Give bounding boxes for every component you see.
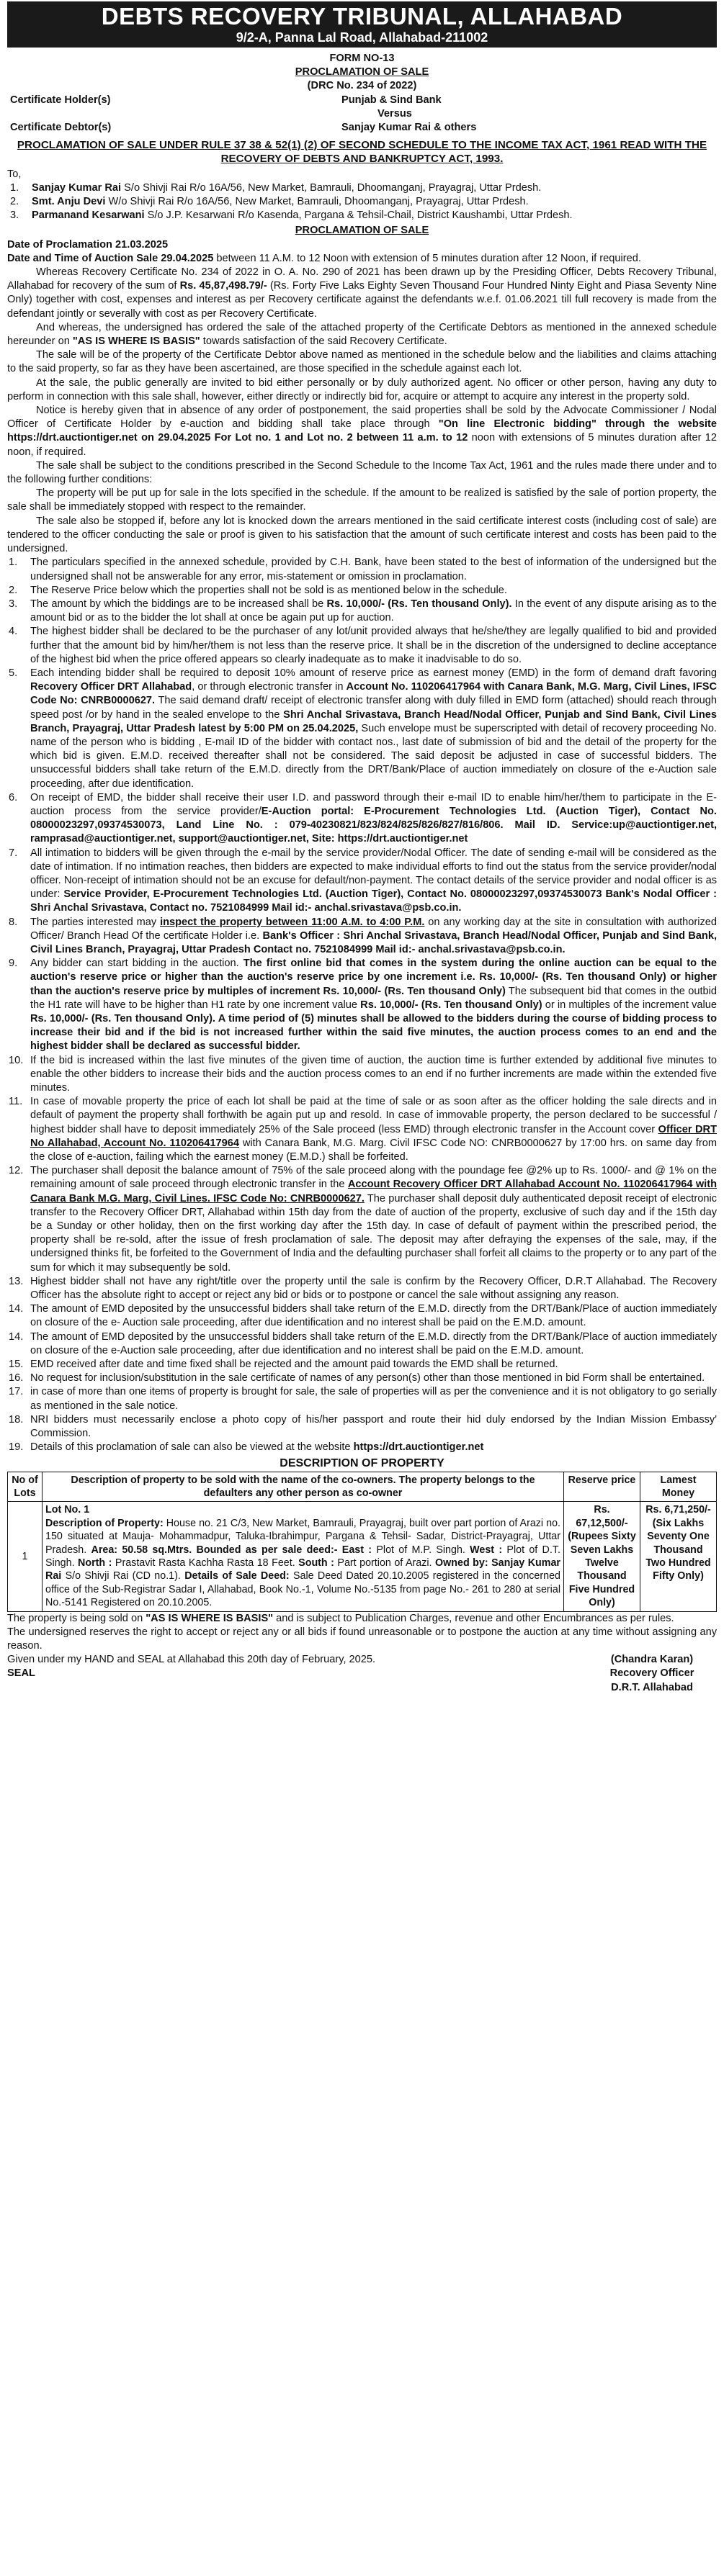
- emd-cell: Rs. 6,71,250/- (Six Lakhs Seventy One Thousand Two Hundred Fifty Only): [640, 1502, 717, 1611]
- condition-item: 4. The highest bidder shall be declared to be the purchaser of any lot/unit provided always that he/she/they are legally qualified to bid and provided further that the amount bid by him/her/them is not less than the reserve price. It shall be in the discretion of the undersigned to decline acceptance of the highest bid when the price offered appears so clearly inadequate as to make it inadvisable to do so.: [9, 626, 717, 665]
- signatory-title: Recovery Officer: [609, 1667, 694, 1680]
- description-heading: DESCRIPTION OF PROPERTY: [280, 1456, 444, 1469]
- signatory-name: (Chandra Karan): [610, 1654, 694, 1666]
- debtor-label: Certificate Debtor(s): [10, 121, 112, 133]
- seal-label: SEAL: [7, 1667, 35, 1680]
- as-is-paragraph: The property is being sold on "AS IS WHERE IS BASIS" and is subject to Publication Charges, revenue and other Encumbrances as per rules.: [7, 1612, 674, 1624]
- addressee-item: 1. Sanjay Kumar Rai S/o Shivji Rai R/o 16A/56, New Market, Bamrauli, Dhoomanganj, Prayagraj, Uttar Prdesh.: [10, 181, 542, 194]
- to-label: To,: [7, 168, 22, 180]
- certificate-holder-row: [7, 94, 717, 107]
- proclamation-date: Date of Proclamation 21.03.2025: [7, 238, 169, 251]
- signature-block: [7, 1653, 717, 1695]
- col-reserve-price: Reserve price: [564, 1472, 640, 1502]
- addressee-name: Parmanand Kesarwani: [32, 210, 145, 222]
- condition-item: 8. The parties interested may inspect the property between 11:00 A.M. to 4:00 P.M. on any working day at the site in consultation with authorized Officer/ Branch Head Of the certificate Holder i.e. Bank's Officer : Shri Anchal Srivastava, Branch Head/Nodal Officer, Punjab and Sind Bank, Civil Lines Branch, Prayagraj, Uttar Pradesh Contact no. 7521084999 Mail id:- anchal.srivastava@psb.co.in.: [9, 916, 718, 955]
- debtor-value: Sanjay Kumar Rai & others: [341, 121, 477, 133]
- table-header-row: [8, 1472, 717, 1502]
- lots-paragraph: The property will be put up for sale in the lots specified in the schedule. If the amount to be realized is satisfied by the sale of portion property, the sale shall be immediately stopped with respect to the remainder.: [7, 487, 717, 513]
- form-number: FORM NO-13: [329, 53, 395, 64]
- condition-item: 12. The purchaser shall deposit the balance amount of 75% of the sale proceed along with the poundage fee @2% up to Rs. 1000/- and @ 1% on the remaining amount of sale proceed through electronic transfer in the Account Recovery Officer DRT Allahabad Account No. 110206417964 with Canara Bank M.G. Marg, Civil Lines. IFSC Code No: CNRB0000627. The purchaser shall deposit duly authenticated deposit receipt of electronic transfer to the Recovery Officer DRT, Allahabad within 15th day from the date of auction of the property, exclusive of such day and if the 15th day be a Sunday or other holiday, then on the first working day after the 15th day. In case of default of payment within the prescribed period, the property shall be re-sold, after the issue of fresh proclamation of sale. The deposit may after defraying the expenses of the sale, may, if the undersigned thinks fit, be forfeited to the Government of India and the defaulting purchaser shall forfeit all claims to the property or to any part of the sum for which it may subsequently be sold.: [9, 1165, 717, 1274]
- condition-item: 6. On receipt of EMD, the bidder shall receive their user I.D. and password through their e-mail ID to enable him/her/them to participate in the E-auction process from the service provider/E-Auction portal: E-Procurement Technologies Ltd. (Auction Tiger), Contact No. 08000023297,09374530073, Land Line No. : 079-40230821/823/824/825/826/827/816/806. Mail ID. Service:up@auctiontiger.net, ramprasad@auctiontiger.net, support@auctiontiger.net, Site: https://drt.auctiontiger.net: [9, 791, 717, 845]
- auction-date: Date and Time of Auction Sale 29.04.2025 between 11 A.M. to 12 Noon with extension of 5 minutes duration after 12 Noon, if required.: [7, 252, 641, 264]
- property-table: [7, 1472, 717, 1612]
- versus-row: [7, 107, 717, 121]
- condition-item: 15. EMD received after date and time fixed shall be rejected and the amount paid towards the EMD shall be returned.: [9, 1359, 558, 1371]
- signatory-office: D.R.T. Allahabad: [611, 1681, 693, 1693]
- sale-order-paragraph: And whereas, the undersigned has ordered the sale of the attached property of the Certificate Debtors as mentioned in the annexed schedule hereunder on "AS IS WHERE IS BASIS" towards satisfaction of the said Recovery Certificate.: [7, 321, 717, 348]
- col-emd: Lamest Money: [640, 1472, 717, 1502]
- addressee-item: 2. Smt. Anju Devi W/o Shivji Rai R/o 16A/56, New Market, Bamrauli, Dhoomanganj, Prayagraj, Uttar Prdesh.: [10, 196, 529, 208]
- condition-item: 14. The amount of EMD deposited by the unsuccessful bidders shall take return of the E.M.D. directly from the DRT/Bank/Place of auction immediately on closure of the e-Auction sale proceeding, after due identification and no interest shall be paid on the E.M.D. amount.: [9, 1330, 717, 1356]
- notice-paragraph: Notice is hereby given that in absence of any order of postponement, the said properties shall be sold by the Advocate Commissioner / Nodal Officer of Certificate Holder by e-auction and bidding shall take place through "On line Electronic bidding" through the website https://drt.auctiontiger.net on 29.04.2025 For Lot no. 1 and Lot no. 2 between 11 a.m. to 12 noon with extensions of 5 minutes duration after 12 noon, if required.: [7, 405, 717, 458]
- tribunal-title: DEBTS RECOVERY TRIBUNAL, ALLAHABAD: [101, 3, 623, 30]
- condition-item: 16. No request for inclusion/substitution in the sale certificate of names of any person(s) other than those mentioned in bid Form shall be entertained.: [9, 1372, 705, 1384]
- addressee-item: 3. Parmanand Kesarwani S/o J.P. Kesarwani R/o Kasenda, Pargana & Tehsil-Chail, District Kaushambi, Uttar Prdesh.: [10, 210, 573, 222]
- col-description: Description of property to be sold with the name of the co-owners. The property belongs to the defaulters any other person as co-owner: [43, 1472, 564, 1502]
- signatory: [587, 1653, 717, 1695]
- drc-number: (DRC No. 234 of 2022): [307, 80, 417, 92]
- tribunal-address: 9/2-A, Panna Lal Road, Allahabad-211002: [236, 30, 488, 45]
- recovery-paragraph: Whereas Recovery Certificate No. 234 of 2022 in O. A. No. 290 of 2021 has been drawn up by the Presiding Officer, Debts Recovery Tribunal, Allahabad for recovery of the sum of Rs. 45,87,498.79/- (Rs. Forty Five Laks Eighty Seven Thousand Four Hundred Ninty Eight and Piasa Seventy Nine Only) together with cost, expenses and interest as per Recovery certificate against the defendants w.e.f. 01.06.2021 till full recovery is made from the defendant jointly or severally with cost as per Recovery Certificate.: [7, 266, 717, 320]
- proclamation-rule-heading: PROCLAMATION OF SALE UNDER RULE 37 38 & 52(1) (2) OF SECOND SCHEDULE TO THE INCOME TAX ACT, 1961 READ WITH THE RECOVERY OF DEBTS AND BANKRUPTCY ACT, 1993.: [17, 138, 707, 166]
- sub-heading: PROCLAMATION OF SALE: [295, 225, 429, 237]
- col-lots: No of Lots: [8, 1472, 43, 1502]
- condition-item: 3. The amount by which the biddings are to be increased shall be Rs. 10,000/- (Rs. Ten thousand Only). In the event of any dispute arising as to the amount bid or as to the bidder the lot shall at once be again put up for auction.: [9, 598, 718, 624]
- condition-item: 17. in case of more than one items of property is brought for sale, the sale of properties will as per the convenience and it is not obligatory to go serially as mentioned in the sale notice.: [9, 1386, 717, 1412]
- condition-item: 13. Highest bidder shall not have any right/title over the property until the sale is confirm by the Recovery Officer, D.R.T Allahabad. The Recovery Officer has the absolute right to accept or reject any bid or bids or to postpone or cancel the sale without assigning any reason.: [9, 1275, 717, 1302]
- condition-item: 7. All intimation to bidders will be given through the e-mail by the service provider/Nodal Officer. The date of sending e-mail will be considered as the date of intimation. If no intimation reaches, then bidders are expected to make individual efforts to find out the status from the service provider/nodal officer. Non-receipt of intimation should not be an excuse for default/non-payment. The contact details of the service provider and nodal officer is as under: Service Provider, E-Procurement Technologies Ltd. (Auction Tiger), Contact No. 08000023297,09374530073 Bank's Nodal Officer : Shri Anchal Srivastava, Contact no. 7521084999 Mail id:- anchal.srivastava@psb.co.in.: [9, 847, 717, 914]
- condition-item: 2. The Reserve Price below which the properties shall not be sold is as mentioned below in the schedule.: [9, 584, 507, 596]
- given-under-line: Given under my HAND and SEAL at Allahabad this 20th day of February, 2025.: [7, 1654, 376, 1666]
- condition-item: 19. Details of this proclamation of sale can also be viewed at the website https://drt.auctiontiger.net: [9, 1441, 484, 1454]
- versus-text: Versus: [377, 107, 412, 120]
- proclamation-page: [7, 0, 717, 1695]
- lot-number: 1: [8, 1502, 43, 1611]
- rights-paragraph: The undersigned reserves the right to accept or reject any or all bids if found unreasonable or to postpone the auction at any time without assigning any reason.: [7, 1626, 717, 1652]
- schedule-paragraph: The sale will be of the property of the Certificate Debtor above named as mentioned in the schedule below and the liabilities and claims attaching to the said property, so far as they have been ascertained, are those specified in the schedule against each lot.: [7, 349, 717, 375]
- certificate-debtor-row: [7, 121, 717, 135]
- public-invite-paragraph: At the sale, the public generally are invited to bid either personally or by duly authorized agent. No officer or other person, having any duty to perform in connection with this sale shall, however, either directly or indirectly bid for, acquire or attempt to acquire any interest in the property sold.: [7, 377, 717, 402]
- stop-sale-paragraph: The sale also be stopped if, before any lot is knocked down the arrears mentioned in the said certificate interest costs (including cost of sale) are tendered to the officer conducting the sale or proof is given to his satisfaction that the amount of such certificate interest and costs has been paid to the undersigned.: [7, 515, 717, 555]
- holder-label: Certificate Holder(s): [10, 94, 111, 106]
- addressee-list: [7, 181, 717, 223]
- addressee-name: Sanjay Kumar Rai: [32, 181, 122, 194]
- conditions-list: [7, 556, 717, 1454]
- conditions-intro-paragraph: The sale shall be subject to the conditions prescribed in the Second Schedule to the Income Tax Act, 1961 and the rules made there under and to the following further conditions:: [7, 459, 717, 486]
- condition-item: 1. The particulars specified in the annexed schedule, provided by C.H. Bank, have been stated to the best of information of the undersigned but the undersigned shall not be answerable for any error, mis-statement or omission in proclamation.: [9, 557, 717, 582]
- holder-value: Punjab & Sind Bank: [341, 94, 442, 106]
- form-heading: PROCLAMATION OF SALE: [295, 66, 429, 78]
- masthead: [7, 1, 717, 48]
- property-description: Lot No. 1 Description of Property: House no. 21 C/3, New Market, Bamrauli, Prayagraj, built over part portion of Arazi no. 150 situated at Mauja- Mohammadpur, Taluka-Ibrahimpur, Pargana & Tehsil- Sadar, District-Prayagraj, Uttar Pradesh. Area: 50.58 sq.Mtrs. Bounded as per sale deed:- East : Plot of M.P. Singh. West : Plot of D.T. Singh. North : Prastavit Rasta Kachha Rasta 18 Feet. South : Part portion of Arazi. Owned by: Sanjay Kumar Rai S/o Shivji Rai (CD no.1). Details of Sale Deed: Sale Deed Dated 20.10.2005 registered in the concerned office of the Sub-Registrar Sadar I, Allahabad, Book No.-1, Volume No.-5135 from page No.- 261 to 280 at serial No.-5141 Registered on 20.10.2005.: [43, 1502, 564, 1611]
- condition-item: 10. If the bid is increased within the last five minutes of the given time of auction, the auction time is further extended by additional five minutes to enable the other bidders to increase their bids and the auction process comes to an end if no further increments are made within the extended five minutes.: [9, 1054, 717, 1094]
- condition-item: 9. Any bidder can start bidding in the auction. The first online bid that comes in the system during the online auction can be equal to the auction's reserve price or higher than the auction's reserve price by one increment i.e. Rs. 10,000/- (Rs. Ten thousand Only) or higher than the auction's reserve price by multiples of increment Rs. 10,000/- (Rs. Ten thousand Only) The subsequent bid that comes in the outbid the H1 rate will have to be higher than H1 rate by one increment value Rs. 10,000/- (Rs. Ten thousand Only) or in multiples of the increment value Rs. 10,000/- (Rs. Ten thousand Only). A time period of (5) minutes shall be allowed to the bidders during the course of bidding process to increase their bid and if the bid is not increased further within the said five minutes, the auction process comes to an end and the highest bidder shall be declared as successful bidder.: [9, 958, 717, 1053]
- addressee-name: Smt. Anju Devi: [32, 196, 106, 208]
- reserve-price-cell: Rs. 67,12,500/- (Rupees Sixty Seven Lakhs Twelve Thousand Five Hundred Only): [564, 1502, 640, 1611]
- condition-item: 18. NRI bidders must necessarily enclose a photo copy of his/her passport and route their hid duly endorsed by the Indian Mission Embassy' Commission.: [9, 1413, 717, 1440]
- condition-item: 14. The amount of EMD deposited by the unsuccessful bidders shall take return of the E.M.D. directly from the DRT/Bank/Place of auction immediately on closure of the e- Auction sale proceeding, after due identification and no interest shall be paid on the E.M.D. amount.: [9, 1303, 717, 1329]
- table-row: [8, 1502, 717, 1611]
- condition-item: 5. Each intending bidder shall be required to deposit 10% amount of reserve price as earnest money (EMD) in the form of demand draft favoring Recovery Officer DRT Allahabad, or through electronic transfer in Account No. 110206417964 with Canara Bank, M.G. Marg, Civil Lines, IFSC Code No: CNRB0000627. The said demand draft/ receipt of electronic transfer along with duly filled in EMD form (attached) should reach through speed post /or by hand in the sealed envelope to the Shri Anchal Srivastava, Branch Head/Nodal Officer, Punjab and Sind Bank, Civil Lines Branch, Prayagraj, Uttar Pradesh latest by 5:00 PM on 25.04.2025, Such envelope must be superscripted with detail of recovery proceeding No. name of the person who is bidding , E-mail ID of the bidder with contact nos., last date of submission of bid and the detail of the property for the which bid is given. E.M.D. received thereafter shall not be considered. The said deposit be adjusted in case of successful bidders. The unsuccessful bidders shall take return of the E.M.D. directly from the DRT/Bank/Place of auction immediately on closure of the e-Auction sale proceeding, after due identification.: [9, 667, 718, 790]
- condition-item: 11. In case of movable property the price of each lot shall be paid at the time of sale or as soon after as the officer holding the sale directs and in default of payment the property shall forthwith be again put up and resold. In case of immovable property, the person declared to be successful / highest bidder shall have to deposit immediately 25% of the Sale proceed (less EMD) through electronic transfer in the Account cover Officer DRT No Allahabad, Account No. 110206417964 with Canara Bank, M.G. Marg. Civil IFSC Code NO: CNRB0000627 by 17:00 hrs. on same day from the close of e-auction, failing which the earnest money (E.M.D.) shall be forfeited.: [9, 1096, 718, 1163]
